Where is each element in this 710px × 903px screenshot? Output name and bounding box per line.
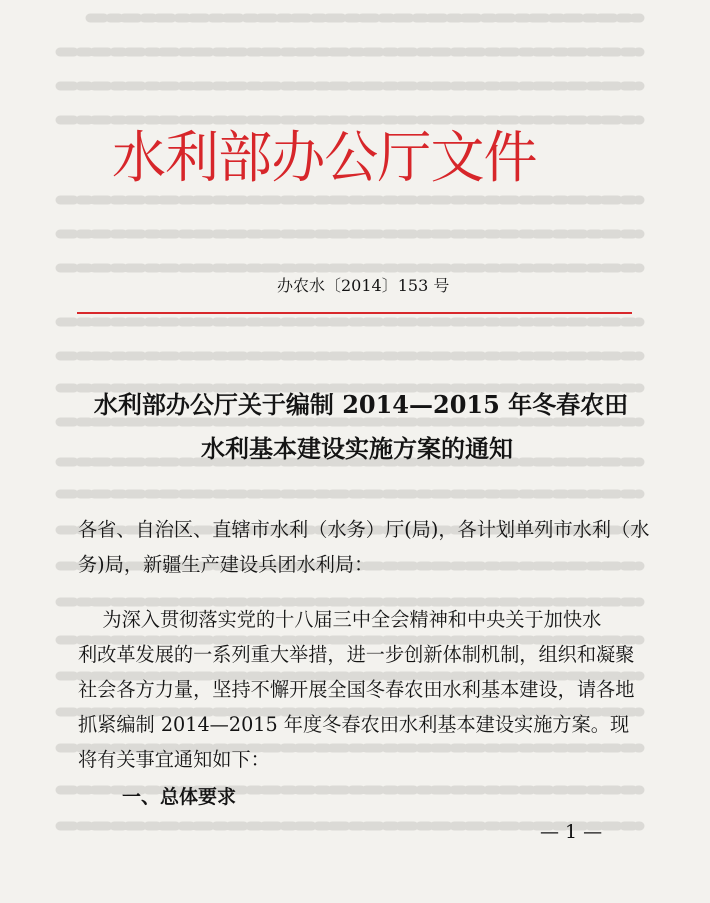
notice-title-line-1: 水利部办公厅关于编制 2014—2015 年冬春农田 (93, 390, 629, 419)
document-number: 办农水〔2014〕153 号 (277, 276, 450, 295)
paragraph-line-4: 抓紧编制 2014—2015 年度冬春农田水利基本建设实施方案。现 (78, 713, 630, 736)
paragraph-line-2: 利改革发展的一系列重大举措，进一步创新体制机制，组织和凝聚 (78, 643, 635, 666)
paragraph-line-5: 将有关事宜通知如下： (78, 748, 270, 771)
recipients-line-1: 各省、自治区、直辖市水利（水务）厅(局)，各计划单列市水利（水 (78, 518, 650, 541)
issuer-header-title: 水利部办公厅文件 (112, 126, 537, 191)
section-heading-1: 一、总体要求 (122, 786, 237, 808)
paragraph-line-1: 为深入贯彻落实党的十八届三中全会精神和中央关于加快水 (78, 608, 602, 631)
recipients-line-2: 务)局，新疆生产建设兵团水利局： (78, 553, 374, 576)
paragraph-line-3: 社会各方力量，坚持不懈开展全国冬春农田水利基本建设，请各地 (78, 678, 635, 701)
notice-title-line-2: 水利基本建设实施方案的通知 (201, 434, 513, 463)
page-number: — 1 — (540, 821, 603, 843)
red-separator-rule (77, 312, 632, 314)
